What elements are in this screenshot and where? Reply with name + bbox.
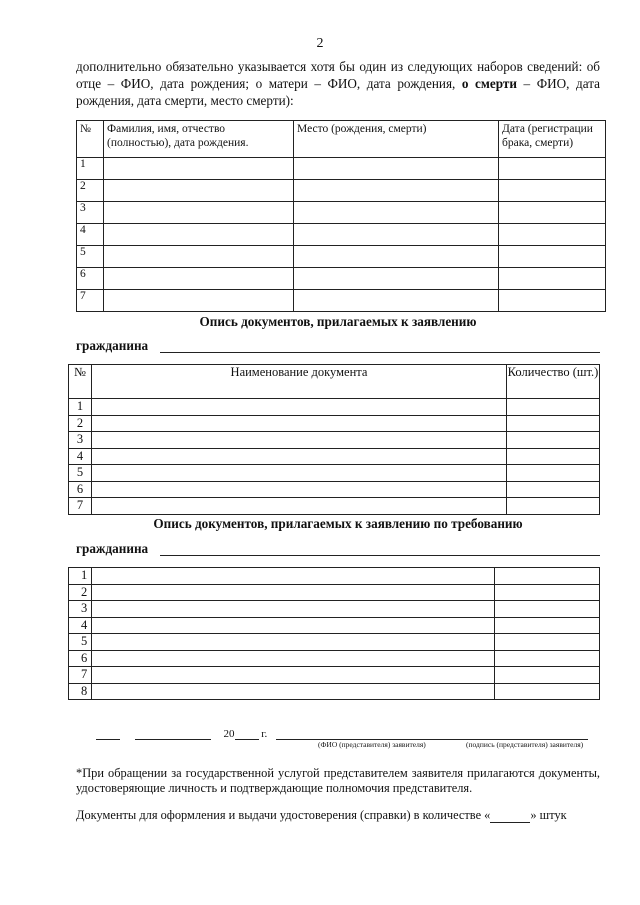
header-quantity: Количество (шт.) — [507, 365, 600, 399]
cell-document[interactable] — [92, 465, 507, 482]
table-row — [69, 634, 600, 651]
row-number: 6 — [69, 481, 92, 498]
row-number: 3 — [69, 601, 92, 618]
cell-document[interactable] — [92, 683, 495, 700]
relatives-table-header — [77, 121, 606, 158]
cell-date[interactable] — [499, 290, 606, 312]
day-field[interactable] — [96, 728, 120, 740]
cell-quantity[interactable] — [507, 399, 600, 416]
citizen-label: гражданина — [76, 541, 149, 556]
header-number: № — [69, 365, 92, 399]
table-row — [69, 465, 600, 482]
cell-quantity[interactable] — [495, 634, 600, 651]
cell-place[interactable] — [294, 158, 499, 180]
citizen-name-field[interactable] — [160, 541, 600, 556]
caption-name: (ФИО (представителя) заявителя) — [318, 740, 426, 749]
cell-document[interactable] — [92, 667, 495, 684]
section-title-documents: Опись документов, прилагаемых к заявлению — [199, 314, 477, 329]
row-number: 2 — [69, 584, 92, 601]
table-row — [77, 202, 606, 224]
table-row — [69, 667, 600, 684]
cell-quantity[interactable] — [495, 601, 600, 618]
table-row — [69, 498, 600, 515]
documents-count-suffix: » штук — [530, 808, 567, 822]
table-row — [77, 180, 606, 202]
header-document-name: Наименование документа — [92, 365, 507, 399]
intro-text-2: – ФИО, дата рождения, дата смерти, место смерти): — [76, 76, 601, 108]
row-number: 7 — [69, 498, 92, 515]
cell-quantity[interactable] — [495, 667, 600, 684]
year-prefix: 20 — [223, 728, 235, 740]
cell-quantity[interactable] — [495, 650, 600, 667]
cell-name[interactable] — [104, 158, 294, 180]
cell-document[interactable] — [92, 617, 495, 634]
month-field[interactable] — [135, 728, 211, 740]
citizen-line-1 — [76, 338, 600, 354]
representative-note: *При обращении за государственной услугой представителем заявителя прилагаются документы, удостоверяющие личность и подтверждающие полномочия представителя. — [76, 766, 600, 795]
table-row — [69, 584, 600, 601]
cell-document[interactable] — [92, 601, 495, 618]
table-row — [69, 432, 600, 449]
citizen-label: гражданина — [76, 338, 149, 353]
cell-date[interactable] — [499, 180, 606, 202]
count-field[interactable] — [490, 811, 530, 823]
cell-document[interactable] — [92, 498, 507, 515]
year-field[interactable] — [235, 728, 259, 740]
row-number: 5 — [69, 634, 92, 651]
cell-place[interactable] — [294, 224, 499, 246]
header-place: Место (рождения, смерти) — [294, 121, 499, 158]
row-number: 5 — [77, 246, 104, 268]
table-row — [69, 481, 600, 498]
row-number: 7 — [69, 667, 92, 684]
intro-text-1: дополнительно обязательно указывается хотя бы один из следующих наборов сведений: об отце – ФИО, дата рождения; о матери – ФИО, дата рождения, — [76, 59, 600, 91]
table-row — [69, 650, 600, 667]
cell-name[interactable] — [104, 290, 294, 312]
row-number: 3 — [69, 432, 92, 449]
table-row — [69, 568, 600, 585]
table-row — [77, 224, 606, 246]
row-number: 1 — [69, 399, 92, 416]
cell-place[interactable] — [294, 268, 499, 290]
cell-quantity[interactable] — [495, 617, 600, 634]
cell-document[interactable] — [92, 432, 507, 449]
table-row — [69, 617, 600, 634]
cell-quantity[interactable] — [495, 568, 600, 585]
table-row — [77, 268, 606, 290]
cell-place[interactable] — [294, 202, 499, 224]
row-number: 1 — [77, 158, 104, 180]
cell-quantity[interactable] — [507, 465, 600, 482]
row-number: 8 — [69, 683, 92, 700]
name-signature-field[interactable] — [276, 728, 588, 740]
row-number: 4 — [69, 617, 92, 634]
cell-quantity[interactable] — [507, 448, 600, 465]
header-full-name: Фамилия, имя, отчество (полностью), дата рождения. — [104, 121, 294, 158]
cell-name[interactable] — [104, 268, 294, 290]
cell-quantity[interactable] — [507, 432, 600, 449]
citizen-name-field[interactable] — [160, 338, 600, 353]
cell-document[interactable] — [92, 399, 507, 416]
row-number: 5 — [69, 465, 92, 482]
cell-date[interactable] — [499, 268, 606, 290]
row-number: 1 — [69, 568, 92, 585]
table-row — [69, 448, 600, 465]
documents-table-header — [69, 365, 600, 399]
documents-table — [68, 364, 600, 515]
section-title-required-documents: Опись документов, прилагаемых к заявлению по требованию — [153, 516, 523, 531]
table-row — [77, 158, 606, 180]
cell-name[interactable] — [104, 246, 294, 268]
row-number: 2 — [69, 415, 92, 432]
cell-date[interactable] — [499, 224, 606, 246]
required-documents-table — [68, 567, 600, 700]
cell-document[interactable] — [92, 568, 495, 585]
cell-date[interactable] — [499, 202, 606, 224]
row-number: 7 — [77, 290, 104, 312]
cell-document[interactable] — [92, 650, 495, 667]
cell-document[interactable] — [92, 481, 507, 498]
cell-document[interactable] — [92, 415, 507, 432]
cell-quantity[interactable] — [507, 498, 600, 515]
cell-date[interactable] — [499, 246, 606, 268]
cell-name[interactable] — [104, 202, 294, 224]
cell-document[interactable] — [92, 634, 495, 651]
cell-name[interactable] — [104, 224, 294, 246]
cell-name[interactable] — [104, 180, 294, 202]
documents-count-line — [76, 808, 600, 823]
caption-signature: (подпись (представителя) заявителя) — [466, 740, 584, 749]
intro-paragraph — [76, 58, 600, 109]
cell-document[interactable] — [92, 584, 495, 601]
page-number: 2 — [316, 36, 324, 51]
row-number: 6 — [69, 650, 92, 667]
intro-bold-death: о смерти — [461, 76, 517, 91]
documents-count-text: Документы для оформления и выдачи удостоверения (справки) в количестве « — [76, 808, 491, 822]
cell-quantity[interactable] — [495, 683, 600, 700]
table-row — [69, 601, 600, 618]
cell-quantity[interactable] — [507, 415, 600, 432]
row-number: 4 — [77, 224, 104, 246]
table-row — [69, 415, 600, 432]
row-number: 4 — [69, 448, 92, 465]
cell-quantity[interactable] — [507, 481, 600, 498]
row-number: 3 — [77, 202, 104, 224]
cell-date[interactable] — [499, 158, 606, 180]
cell-place[interactable] — [294, 290, 499, 312]
row-number: 2 — [77, 180, 104, 202]
signature-line — [96, 728, 588, 740]
cell-quantity[interactable] — [495, 584, 600, 601]
header-date: Дата (регистрации брака, смерти) — [499, 121, 606, 158]
cell-document[interactable] — [92, 448, 507, 465]
year-suffix: г. — [261, 728, 268, 740]
relatives-table — [76, 120, 606, 312]
table-row — [77, 246, 606, 268]
citizen-line-2 — [76, 541, 600, 557]
table-row — [77, 290, 606, 312]
table-row — [69, 683, 600, 700]
header-number: № — [77, 121, 104, 158]
row-number: 6 — [77, 268, 104, 290]
cell-place[interactable] — [294, 180, 499, 202]
table-row — [69, 399, 600, 416]
cell-place[interactable] — [294, 246, 499, 268]
